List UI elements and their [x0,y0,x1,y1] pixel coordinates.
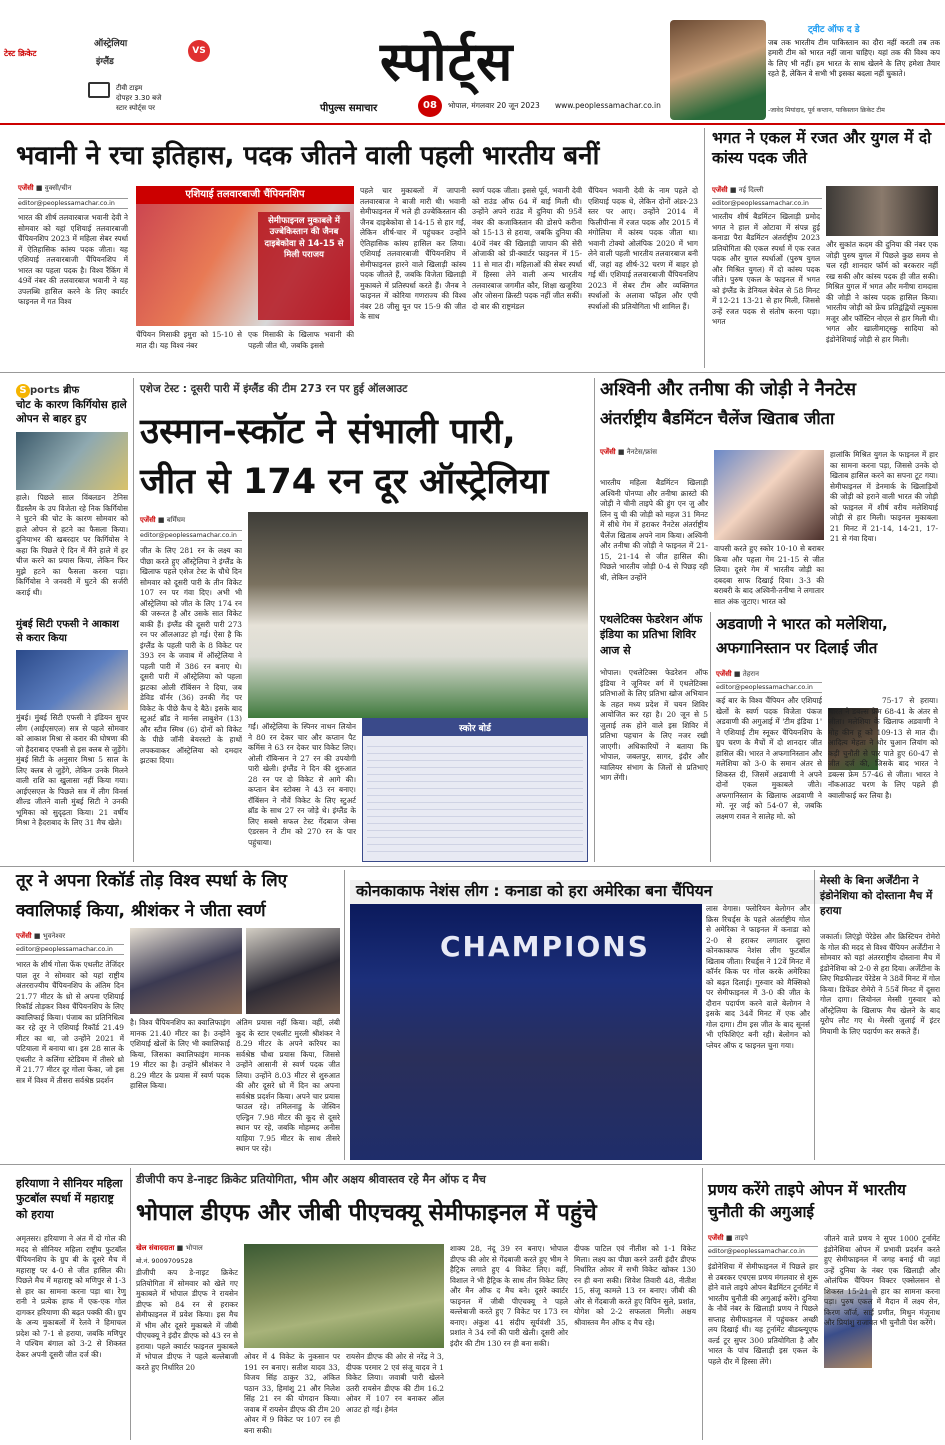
ashwini-byline: एजेंसी ■ नैनटेस/फ्रांस [600,448,658,456]
brief-tag: S ports ब्रीफ [16,382,79,398]
ashes-email: editor@peoplessamachar.co.in [140,530,242,541]
scoreboard-title: स्कोर बोर्ड [363,719,587,736]
mumbai-headline: मुंबई सिटी एफसी ने आकाश से करार किया [16,619,119,644]
network: स्टार स्पोर्ट्स पर [116,104,155,112]
bhopal-col5: दीपक पाटिल एवं नीतीश को 1-1 विकेट मिला। लक्ष्य का पीछा करने उतरी इंदौर डीएफ निर्धारित ओवर में सभी विकेट खोकर 130 रन ही बना सकी। शिवेश तिवारी 48, नीतीश 15, संजू कामले 13 रन बनाए। जीबी की ओर से गेंदबाजी करते हुए विपिन सुले, प्रशांत, योगेश को 2-2 सफलता मिली। अक्षय श्रीवास्तव मैन ऑफ द मैच रहे। [574,1244,696,1327]
advani-col1: कई बार के विश्व चैंपियन और एशियाई खेलों के स्वर्ण पदक विजेता पंकज अडवाणी की अगुआई में 'टीम इंडिया 1' ने एशियाई टीम स्नूकर चैंपियनशिप के ग्रुप चरण के मैचों में दो शानदार जीत हासिल की। भारत ने अफगानिस्तान और मलेशिया को 3-0 के समान अंतर से शिकस्त दी, जिसमें अडवाणी ने अपने दोनों एकल मुकाबले जीते। अफगानिस्तान के खिलाफ अडवाणी ने मो. नूर जई को 54-07 से, जबकि लक्ष्मण रावत ने सालेह मो. को [716,696,822,821]
ashes-photo [248,512,588,718]
mumbai-text: मुंबई। मुंबई सिटी एफसी ने इंडियन सुपर लीग (आईएसएल) सत्र से पहले सोमवार को आकाश मिश्रा से करार की घोषणा की जो हैदराबाद एफसी से इस क्लब से जुड़ेंगे। मुंबई सिटी के अनुसार मिश्रा 5 साल के लिए क्लब से जुड़ेंगे, लेकिन उनके मिलने वाली राशि का खुलासा नहीं किया गया। आईएसएल के पिछले सत्र में लीग विनर्स शील्ड जीतने वाली मुंबई सिटी ने उनकी भूमिका को सुदृढ़ता किया। 21 वर्षीय मिश्रा ने हैदराबाद के लिए 31 मैच खेले। [16,713,128,828]
brief-s-logo: S [16,384,30,398]
tweet-box [768,22,940,120]
pranay-headline: प्रणय करेंगे ताइपे ओपन में भारतीय चुनौती की अगुआई [708,1181,906,1221]
team1: ऑस्ट्रेलिया [94,39,128,49]
bhavani-email: editor@peoplessamachar.co.in [18,198,128,209]
athletics-text: भोपाल। एथलेटिक्स फेडरेशन ऑफ इंडिया ने जूनियर वर्ग में एथलेटिक्स प्रतिभाओं के लिए प्रतिभा खोज अभियान के तहत मध्य प्रदेश में चयन शिविर आयोजित कर रहा है। 20 जून से 5 जुलाई तक होने वाले इस शिविर में प्रतिभा पहचान के लिए नजर रखी जाएगी। अधिकारियों ने बताया कि भोपाल, जबलपुर, सागर, इंदौर और ग्वालियर संभाग के जिलों से प्रतिभाएं भाग लेंगी। [600,668,708,783]
ashes-kicker: एशेज टेस्ट : दूसरी पारी में इंग्लैंड की टीम 273 रन पर हुई ऑलआउट [140,383,408,395]
bhopal-byline: खेल संवाददाता ■ भोपाल [136,1244,203,1252]
toor-email: editor@peoplessamachar.co.in [16,944,124,955]
bhavani-caption: सेमीफाइनल मुकाबले में उज्बेकिस्तान की जैनब दाइबेकोवा से 14-15 से मिली पराजय [258,212,350,320]
toor-headline-2: क्वालिफाई किया, श्रीशंकर ने जीता स्वर्ण [16,901,266,921]
bhopal-col4: शाक्य 28, नंदू 39 रन बनाए। भोपाल डीएफ की ओर से गेंदबाजी करते हुए भीम ने हैट्रिक लगाते हुए 4 विकेट लिए। वहीं, विशाल ने भी हैट्रिक के साथ तीन विकेट लिए और मैन ऑफ द मैच बने। दूसरे क्वार्टर फाइनल में जीबी पीएचक्यू ने पहले बल्लेबाजी करते हुए 7 विकेट पर 173 रन बनाए। अंकुश 41 संदीप सूर्यवंशी 35, प्रशांत ने 34 रनों की पारी खेली। दूसरी ओर इंदौर की टीम 130 रन ही बना सकी। [450,1244,568,1348]
ashes-col1: जीत के लिए 281 रन के लक्ष्य का पीछा करते हुए ऑस्ट्रेलिया ने इंग्लैंड के खिलाफ पहले एशेज टेस्ट के चौथे दिन सोमवार को दूसरी पारी के तीन विकेट 107 रन पर गंवा दिए। अभी भी ऑस्ट्रेलिया को जीत के लिए 174 रन की जरूरत है और उसके सात विकेट बाकी हैं। इंग्लैंड की दूसरी पारी 273 रन पर ऑलआउट हो गई। ऐसा है कि इंग्लैंड के पहली पारी के 8 विकेट पर 393 रन के जवाब में ऑस्ट्रेलिया ने पहली पारी में 386 रन बनाए थे। दूसरी पारी में ऑस्ट्रेलिया को पहला झटका ओली रॉबिंसन ने दिया, जब डेविड वॉर्नर (36) उनकी गेंद पर विकेट के पीछे कैच दे बैठे। इसके बाद स्टुअर्ट ब्रॉड ने मार्नस लाबुशेन (13) और स्टीव स्मिथ (6) दोनों को विकेट के पीछे जॉनी बेयरस्टो के हाथों लपकवाकर ऑस्ट्रेलिया को दमदार झटका दिया। [140,546,242,766]
bhagat-col1: भारतीय शीर्ष बैडमिंटन खिलाड़ी प्रमोद भगत ने हाल में ओटावा में संपन्न हुई कनाडा पैरा बैडमिंटन अंतर्राष्ट्रीय 2023 प्रतियोगिता की एकल स्पर्धा में एक रजत पदक और युगल स्पर्धाओं (पुरुष युगल और मिश्रित युगल) में दो कांस्य पदक जीते। पुरुष एकल के फाइनल में भगत को इंग्लैंड के डेनियल बेथेल से 58 मिनट में 12-21 13-21 से हार मिली, जिससे उन्हें रजत पदक से संतोष करना पड़ा। भगत [712,212,820,327]
ashes-headline-1: उस्मान-स्कॉट ने संभाली पारी, [140,412,516,452]
kyrgios-photo [16,432,128,490]
ashwini-col1: भारतीय महिला बैडमिंटन खिलाड़ी अश्विनी पोनप्पा और तनीषा क्रास्टो की जोड़ी ने चीनी ताइपे की हुंग एन जु और लिन यु ची की जोड़ी को महज 31 मिनट में सीधे गेम में हराकर नैनटेस अंतर्राष्ट्रीय चैलेंज खिताब अपने नाम किया। अश्विनी और तनीषा की जोड़ी ने फाइनल में 21-15, 21-14 से जीत हासिल की। पिछले भारतीय जोड़ी 0-4 से पिछड़ रही थी, लेकिन उन्होंने [600,478,708,582]
tv-time: दोपहर 3.30 बजे [116,94,162,102]
ashes-headline-2: जीत से 174 रन दूर ऑस्ट्रेलिया [140,462,549,502]
concacaf-text: लास वेगास। फ्लोरियन बेलोगन और क्रिस रिचर्ड्स के पहले अंतर्राष्ट्रीय गोल से अमेरिका ने फाइनल में कनाडा को 2-0 से हराकर लगातार दूसरा कोनकाकाफ नेशंस लीग फुटबॉल खिताब जीता। रिचर्ड्स ने 12वें मिनट में कॉर्नर किक पर गोल करके अमेरिका को बढ़त दिलाई। गुरुवार को मैक्सिको पर सेमीफाइनल में 3-0 की जीत के दौरान पदार्पण करने वाले बेलोगन ने इसके बाद 34वें मिनट में एक और गोल दागा। टीम इस जीत के बाद सूनर्स भी एफिशिएंट बनी रही। बेलोगन को प्लेयर ऑफ द फाइनल चुना गया। [706,904,810,1050]
bhagat-headline: भगत ने एकल में रजत और युगल में दो कांस्य पदक जीते [712,129,932,168]
pranay-col1: इंडोनेशिया में सेमीफाइनल में पिछले हार से उबरकर एचएस प्रणय मंगलवार से शुरू होने वाले ताइपे ओपन बैडमिंटन टूर्नामेंट में भारतीय चुनौती की अगुआई करेंगे। दुनिया के नौवें नंबर के खिलाड़ी प्रणय ने पिछले सप्ताह सेमीफाइनल में पहुंचकर अच्छी लय दिखाई थी। यह टूर्नामेंट बीडब्ल्यूएफ वर्ल्ड टूर सुपर 300 प्रतियोगिता है और भारत के पांच खिलाड़ी इस एकल के पहले दौर में हिस्सा लेंगे। [708,1262,818,1366]
bhavani-col6: चैंपियन भवानी देवी के नाम पहले दो एशियाई पदक थे, लेकिन दोनों अंडर-23 स्तर पर आए। उन्होंने 2014 में फिलीपीन्स में रजत पदक और 2015 में मंगोलिया में कांस्य पदक जीता था। भवानी टोक्यो ओलंपिक 2020 में भाग लेने वाली पहली भारतीय तलवारबाज बनी थीं, जहां वह शीर्ष-32 चरण में बाहर हो गई थीं। एशियाई तलवारबाजी चैंपियनशिप 2023 में सेबर टीम और व्यक्तिगत स्पर्धाओं के अलावा फॉइल और एपी स्पर्धाओं की प्रतियोगिता भी शामिल हैं। [588,186,698,311]
bhopal-headline: भोपाल डीएफ और जीबी पीएचक्यू सेमीफाइनल में पहुंचे [136,1200,597,1226]
advani-byline: एजेंसी ■ तेहरान [716,670,759,678]
toor-col1: भारत के शीर्ष गोला फेंक एथलीट तेजिंदर पाल तूर ने सोमवार को यहां राष्ट्रीय अंतरराज्यीय चैंपियनशिप के अंतिम दिन 21.77 मीटर के थ्रो से अपना एशियाई रिकॉर्ड तोड़कर विश्व चैंपियनशिप के लिए क्वालिफाई किया। पंजाब का प्रतिनिधित्व कर रहे तूर ने एशियाई रिकॉर्ड 21.49 मीटर का था, जो उन्होंने 2021 में पटियाला में बनाया था। इस 28 साल के एथलीट ने कलिंगा स्टेडियम में तीसरे थ्रो में 21.77 मीटर दूर गोला फेंका, जो इस सत्र में विश्व में तीसरा सर्वश्रेष्ठ प्रदर्शन [16,960,124,1085]
paper-name: पीपुल्स समाचार [320,103,378,114]
page-number: 08 [418,95,442,117]
bhopal-col3: रायसेन डीएफ की ओर से नरेंद्र ने 3, दीपक परमार 2 एवं संजू यादव ने 1 विकेट लिया। जवाबी पारी खेलने उतरी रायसेन डीएफ की टीम 16.2 ओवर में 107 रन बनाकर ऑल आउट हो गई। हेमंत [346,1352,444,1414]
tv-icon [88,82,110,98]
advani-headline-1: अडवाणी ने भारत को मलेशिया, [716,615,888,633]
tweet-text: जब तक भारतीय टीम पाकिस्तान का दौरा नहीं करती तब तक हमारी टीम को भारत नहीं जाना चाहिए। यहां तक की विश्व कप के लिए भी नहीं। हम भारत के साथ खेलने के लिए हमेशा तैयार रहते हैं, लेकिन वे सभी भी इसका बदला नहीं चुकाते। [768,38,940,79]
concacaf-headline: कोनकाकाफ नेशंस लीग : कनाडा को हरा अमेरिका बना चैंपियन [350,880,830,904]
miandad-photo [670,20,766,120]
bhopal-col1: डीजीपी कप डे-नाइट क्रिकेट प्रतियोगिता में सोमवार को खेले गए मुकाबले में भोपाल डीएफ ने रायसेन डीएफ को 84 रन से हराकर सेमीफाइनल में प्रवेश किया। इस मैच में भीम और दूसरे मुकाबले में जीबी पीएचक्यू ने इंदौर डीएफ को 43 रन से हराया। पहले क्वार्टर फाइनल मुकाबले में भोपाल डीएफ ने पहले बल्लेबाजी करते हुए निर्धारित 20 [136,1268,238,1372]
team2: इंग्लैंड [96,57,114,67]
masthead-title: स्पोर्ट्स [380,30,514,93]
tweet-author: -जावेद मियांदाद, पूर्व कप्तान, पाकिस्तान क्रिकेट टीम [768,107,885,114]
bhagat-photo [826,186,938,236]
bhavani-byline: एजेंसी ■ वुक्सी/चीन [18,184,72,192]
bhavani-headline: भवानी ने रचा इतिहास, पदक जीतने वाली पहली भारतीय बनीं [16,141,600,171]
concacaf-photo [350,904,702,1160]
toor-headline-1: तूर ने अपना रिकॉर्ड तोड़ विश्व स्पर्धा के लिए [16,871,288,891]
ashwini-headline-2: अंतर्राष्ट्रीय बैडमिंटन चैलेंज खिताब जीता [600,409,835,428]
ashwini-col2: वापसी करते हुए स्कोर 10-10 से बराबर किया और पहला गेम 21-15 से जीत लिया। दूसरे गेम में भारतीय जोड़ी का दबदबा साफ दिखाई दिया। 3-3 की बराबरी के बाद अश्विनी-तनीषा ने लगातार सात अंक जुटाए। भारत को [714,544,824,606]
advani-headline-2: अफगानिस्तान पर दिलाई जीत [716,639,878,657]
ashwini-photo [714,450,824,540]
bhopal-photo [244,1244,444,1348]
bhagat-col2: और सुकांत कदम की दुनिया की नंबर एक जोड़ी पुरुष युगल में पिछले कुछ समय से चल रही शानदार फॉर्म को बरकरार नहीं रख सकी और कांस्य पदक ही जीत सकी। मिश्रित युगल में भगत और मनीषा रामदास की जोड़ी ने कांस्य पदक हासिल किया। भारतीय जोड़ी को फ्रेंच प्रतिद्वंद्वियों ल्युकास मजूर और फॉस्टिन नोएल से हार मिली थी। भगत और खालीमाट्स्कु सादिया को इंडोनेशियाई जोड़ी से हार मिली। [826,240,938,344]
bhavani-col5: स्वर्ण पदक जीता। इससे पूर्व, भवानी देवी को राउंड ऑफ 64 में बाई मिली थी। उन्होंने अपने राउंड में दुनिया की 95वें नंबर की कजाकिस्तान की डोसपे करीना को 15-13 से हराया, जबकि दुनिया की 40वें नंबर की खिलाड़ी जापान की सेरी ओजाकी को प्री-क्वार्टर फाइनल में 15-11 से मात दी। महिलाओं की सेबर स्पर्धा में हिस्सा लेने वाली अन्य भारतीय तलवारबाज जगमीत कौर, शिक्षा खजूरिया और जोसना क्रिस्टी पदक नहीं जीत सकीं। दो बार की राष्ट्रमंडल [472,186,582,311]
scoreboard [362,718,588,862]
tv-schedule-box [4,30,206,112]
messi-headline: मेस्सी के बिना अर्जेंटीना ने इंडोनेशिया को दोस्ताना मैच में हराया [820,875,933,918]
bhavani-photo [136,186,354,326]
messi-text: जकार्ता। लिएंड्रो पेरेडेस और क्रिस्टियन रोमेरो के गोल की मदद से विश्व चैंपियन अर्जेंटीना ने सोमवार को यहां अंतरराष्ट्रीय दोस्ताना मैच में इंडोनेशिया को 2-0 से हरा दिया। अर्जेंटीना के लिए मिडफील्डर पेरेडेस ने 38वें मिनट में गोल किया। डिफेंडर रोमेरो ने 55वें मिनट में दूसरा गोल दागा। लियोनल मेस्सी गुरुवार को ऑस्ट्रेलिया के खिलाफ मैच खेलने के बाद यूरोप लौट गए थे। मेस्सी जुलाई में इंटर मियामी के लिए पदार्पण कर सकते हैं। [820,932,940,1036]
bhavani-col2: चैंपियन मिसाकी इमुरा को 15-10 से मात दी। यह विश्व नंबर [136,330,242,350]
advani-email: editor@peoplessamachar.co.in [716,682,822,693]
toor-col2: है। विश्व चैंपियनशिप का क्वालिफाइंग मानक 21.40 मीटर का है। उन्होंने एशियाई खेलों के लिए भी क्वालिफाई किया, जिसका क्वालिफाइंग मानक 19 मीटर का है। उन्होंने श्रीशंकर ने 8.29 मीटर के प्रयास में स्वर्ण पदक हासिल किया। [130,1018,230,1091]
advani-col2: 75-17 से हराया। भारत ने डबल्स फ्रेम 68-41 के अंतर से जीता। मलेशिया के खिलाफ अडवाणी ने मोह कीन हू को 109-13 से मात दी। आदित्य मेहता ने थोर चुआन लियांग को कड़ी चुनौती से पार पाते हुए 60-47 से जीत दर्ज की, जिसके बाद भारत ने डबल्स फ्रेम 57-46 से जीता। भारत ने नॉकआउट चरण के लिए पहले ही क्वालीफाई कर लिया है। [828,696,938,800]
brief-text: हाले। पिछले साल विंबलडन टेनिस ग्रैंडस्लैम के उप विजेता रहे निक किर्गियोस ने घुटने की चोट के कारण सोमवार को हाले ओपन से हटने का फैसला किया। दुनियाभर की खबरदार पर किर्गियोस ने कहा कि पिछले ऐ दिन में मैंने हाले में हर चीज करने का प्रयास किया, लेकिन फिर मुझे हटने का फैसला करना पड़ा। किर्गियोस ने जनवरी में घुटने की सर्जरी कराई थी। [16,493,128,597]
tweet-title: ट्वीट ऑफ द डे [808,25,860,35]
pranay-byline: एजेंसी ■ ताइपे [708,1234,748,1242]
bhopal-kicker: डीजीपी कप डे-नाइट क्रिकेट प्रतियोगिता, भीम और अक्षय श्रीवास्तव रहे मैन ऑफ द मैच [136,1173,486,1186]
brief-headline: चोट के कारण किर्गियोस हाले ओपन से बाहर हुए [16,399,127,426]
bhavani-banner: एशियाई तलवारबाजी चैंपियनशिप [136,186,354,204]
ashwini-headline-1: अश्विनी और तनीषा की जोड़ी ने नैनटेस [600,379,857,400]
bhopal-col2: ओवर में 4 विकेट के नुकसान पर 191 रन बनाए। सतीश यादव 33, विजय सिंह ठाकुर 32, अंकित पठान 33, हिमांशु 21 और निलेश सिंह 21 रन की योगदान किया। जवाब में रायसेन डीएफ की टीम 20 ओवर में 9 विकेट पर 107 रन ही बना सकी। [244,1352,340,1435]
haryana-text: अमृतसर। हरियाणा ने अंत में दो गोल की मदद से सीनियर महिला राष्ट्रीय फुटबॉल चैंपियनशिप के ग्रुप बी के दूसरे मैच में महाराष्ट्र पर 4-0 से जीत हासिल की। पिछले मैच में महाराष्ट्र को मणिपुर से 1-3 से हार का सामना करना पड़ा था। रेणु रानी ने प्रत्येक हाफ में एक-एक गोल दागकर हरियाणा की बढ़त पक्की की। ग्रुप के अन्य मुकाबलों में रेलवे ने हिमाचल प्रदेश को 7-1 से हराया, जबकि मणिपुर ने पश्चिम बंगाल को 3-2 से शिकस्त देकर अपनी दूसरी जीत दर्ज की। [16,1234,126,1359]
toor-photo [130,928,242,1014]
website: www.peoplessamachar.co.in [555,101,661,110]
bhavani-col3: एक मिसाकी के खिलाफ भवानी की पहली जीत थी, जबकि इससे [248,330,354,350]
athletics-headline: एथलेटिक्स फेडरेशन ऑफ इंडिया का प्रतिभा शिविर आज से [600,613,703,657]
pranay-col2: जीतने वाले प्रणय ने सुपर 1000 टूर्नामेंट इंडोनेशिया ओपन में प्रभावी प्रदर्शन करते हुए सेमीफाइनल में जगह बनाई थी जहां उन्हें दुनिया के नंबर एक खिलाड़ी और ओलंपिक चैंपियन विक्टर एक्सेलसन से शिकस्त 15-21 से हार का सामना करना पड़ा। पुरुष एकल में मैदान में लक्ष्य सेन, किरण जॉर्ज, साईं प्रणीत, मिथुन मंजूनाथ और प्रियांशु राजावत भी चुनौती पेश करेंगे। [824,1234,940,1328]
toor-byline: एजेंसी ■ भुवनेश्वर [16,932,66,940]
bhagat-byline: एजेंसी ■ नई दिल्ली [712,186,764,194]
vs-badge: VS [188,40,210,62]
bhagat-email: editor@peoplessamachar.co.in [712,198,822,209]
sreeshankar-photo [246,928,340,1014]
bhavani-col1: भारत की शीर्ष तलवारबाज भवानी देवी ने सोमवार को यहां एशियाई तलवारबाजी चैंपियनशिप 2023 में महिला सेबर स्पर्धा में ऐतिहासिक कांस्य पदक जीता। यह एशियाई तलवारबाजी चैंपियनशिप में भारत का पहला पदक है। विश्व रैंकिंग में 49वें नंबर की तलवारबाज भवानी ने यह उपलब्धि हासिल करने के लिए क्वार्टर फाइनल में गत विश्व [18,213,128,307]
ashes-col2: गईं। ऑस्ट्रेलिया के स्पिनर नाथन लियोन ने 80 रन देकर चार और कप्तान पैट कमिंस ने 63 रन देकर चार विकेट लिए। ओली रॉबिन्सन ने 27 रन की उपयोगी पारी खेली। इंग्लैंड ने दिन की शुरुआत 28 रन पर दो विकेट से आगे की। कप्तान बेन स्टोक्स ने 43 रन बनाए। रॉबिंसन ने नौवें विकेट के लिए स्टुअर्ट ब्रॉड के साथ 27 रन जोड़े थे। इंग्लैंड के लिए सबसे सफल टेस्ट गेंदबाज जेम्स एंडरसन ने टीम को 270 रन के पार पहुंचाया। [248,722,356,847]
champions-banner: CHAMPIONS [440,930,650,963]
bhopal-phone: मो.नं. 9009709528 [136,1257,193,1265]
date-line: भोपाल, मंगलवार 20 जून 2023 [448,101,540,110]
toor-col3: अंतिम प्रयास नहीं किया। वहीं, लंबी कूद के स्टार एथलीट मुरली श्रीशंकर ने 8.29 मीटर के अपने करियर का सर्वश्रेष्ठ चौथा प्रयास किया, जिससे उन्होंने आसानी से स्वर्ण पदक जीत लिया। उन्होंने 8.03 मीटर से शुरुआत की और दूसरे थ्रो में दिन का अपना सर्वश्रेष्ठ प्रदर्शन किया। अपने चार प्रयास फाउल रहे। तमिलनाडु के जेस्विन एल्ड्रिन 7.98 मीटर की कूद से दूसरे स्थान पर रहे, जबकि मोहम्मद अनीस याहिया 7.95 मीटर के साथ तीसरे स्थान पर रहे। [236,1018,340,1154]
scoreboard-body [367,740,583,858]
pranay-email: editor@peoplessamachar.co.in [708,1246,818,1257]
tv-label: टेस्ट क्रिकेट [4,49,37,58]
haryana-headline: हरियाणा ने सीनियर महिला फुटबॉल स्पर्धा में महाराष्ट्र को हराया [16,1177,123,1221]
channel: टीवी टाइम [116,84,143,92]
ashes-byline: एजेंसी ■ बर्मिंघम [140,516,186,524]
akash-photo [16,650,128,710]
ashwini-col3: हालांकि मिश्रित युगल के फाइनल में हार का सामना करना पड़ा, जिससे उनके दो खिताब हासिल करने का सपना टूट गया। सेमीफाइनल में डेनमार्क के खिलाड़ियों की जोड़ी को हराने वाली भारत की जोड़ी को फाइनल में शीर्ष वरीय मलेशियाई जोड़ी से हार मिली। फाइनल मुकाबला 21 मिनट में 21-14, 14-21, 17-21 से गंवा दिया। [830,450,938,544]
bhavani-col4: पहले चार मुकाबलों में जापानी तलवारबाज ने बाजी मारी थी। भवानी सेमीफाइनल में भले ही उज्बेकिस्तान की जैनब दाइबेकोवा से 14-15 से हार गईं, लेकिन शीर्ष-चार में पहुंचकर उन्होंने ऐतिहासिक कांस्य हासिल कर लिया। एशियाई तलवारबाजी चैंपियनशिप में सेमीफाइनल हारने वाले खिलाड़ी कांस्य पदक जीतते हैं, जबकि विजेता खिलाड़ी मुकाबले में प्रतिस्पर्धा करते हैं। जैनब ने फाइनल में कोरिया गणराज्य की विश्व नंबर 28 जीसु यून पर 15-9 की जीत के साथ [360,186,466,322]
